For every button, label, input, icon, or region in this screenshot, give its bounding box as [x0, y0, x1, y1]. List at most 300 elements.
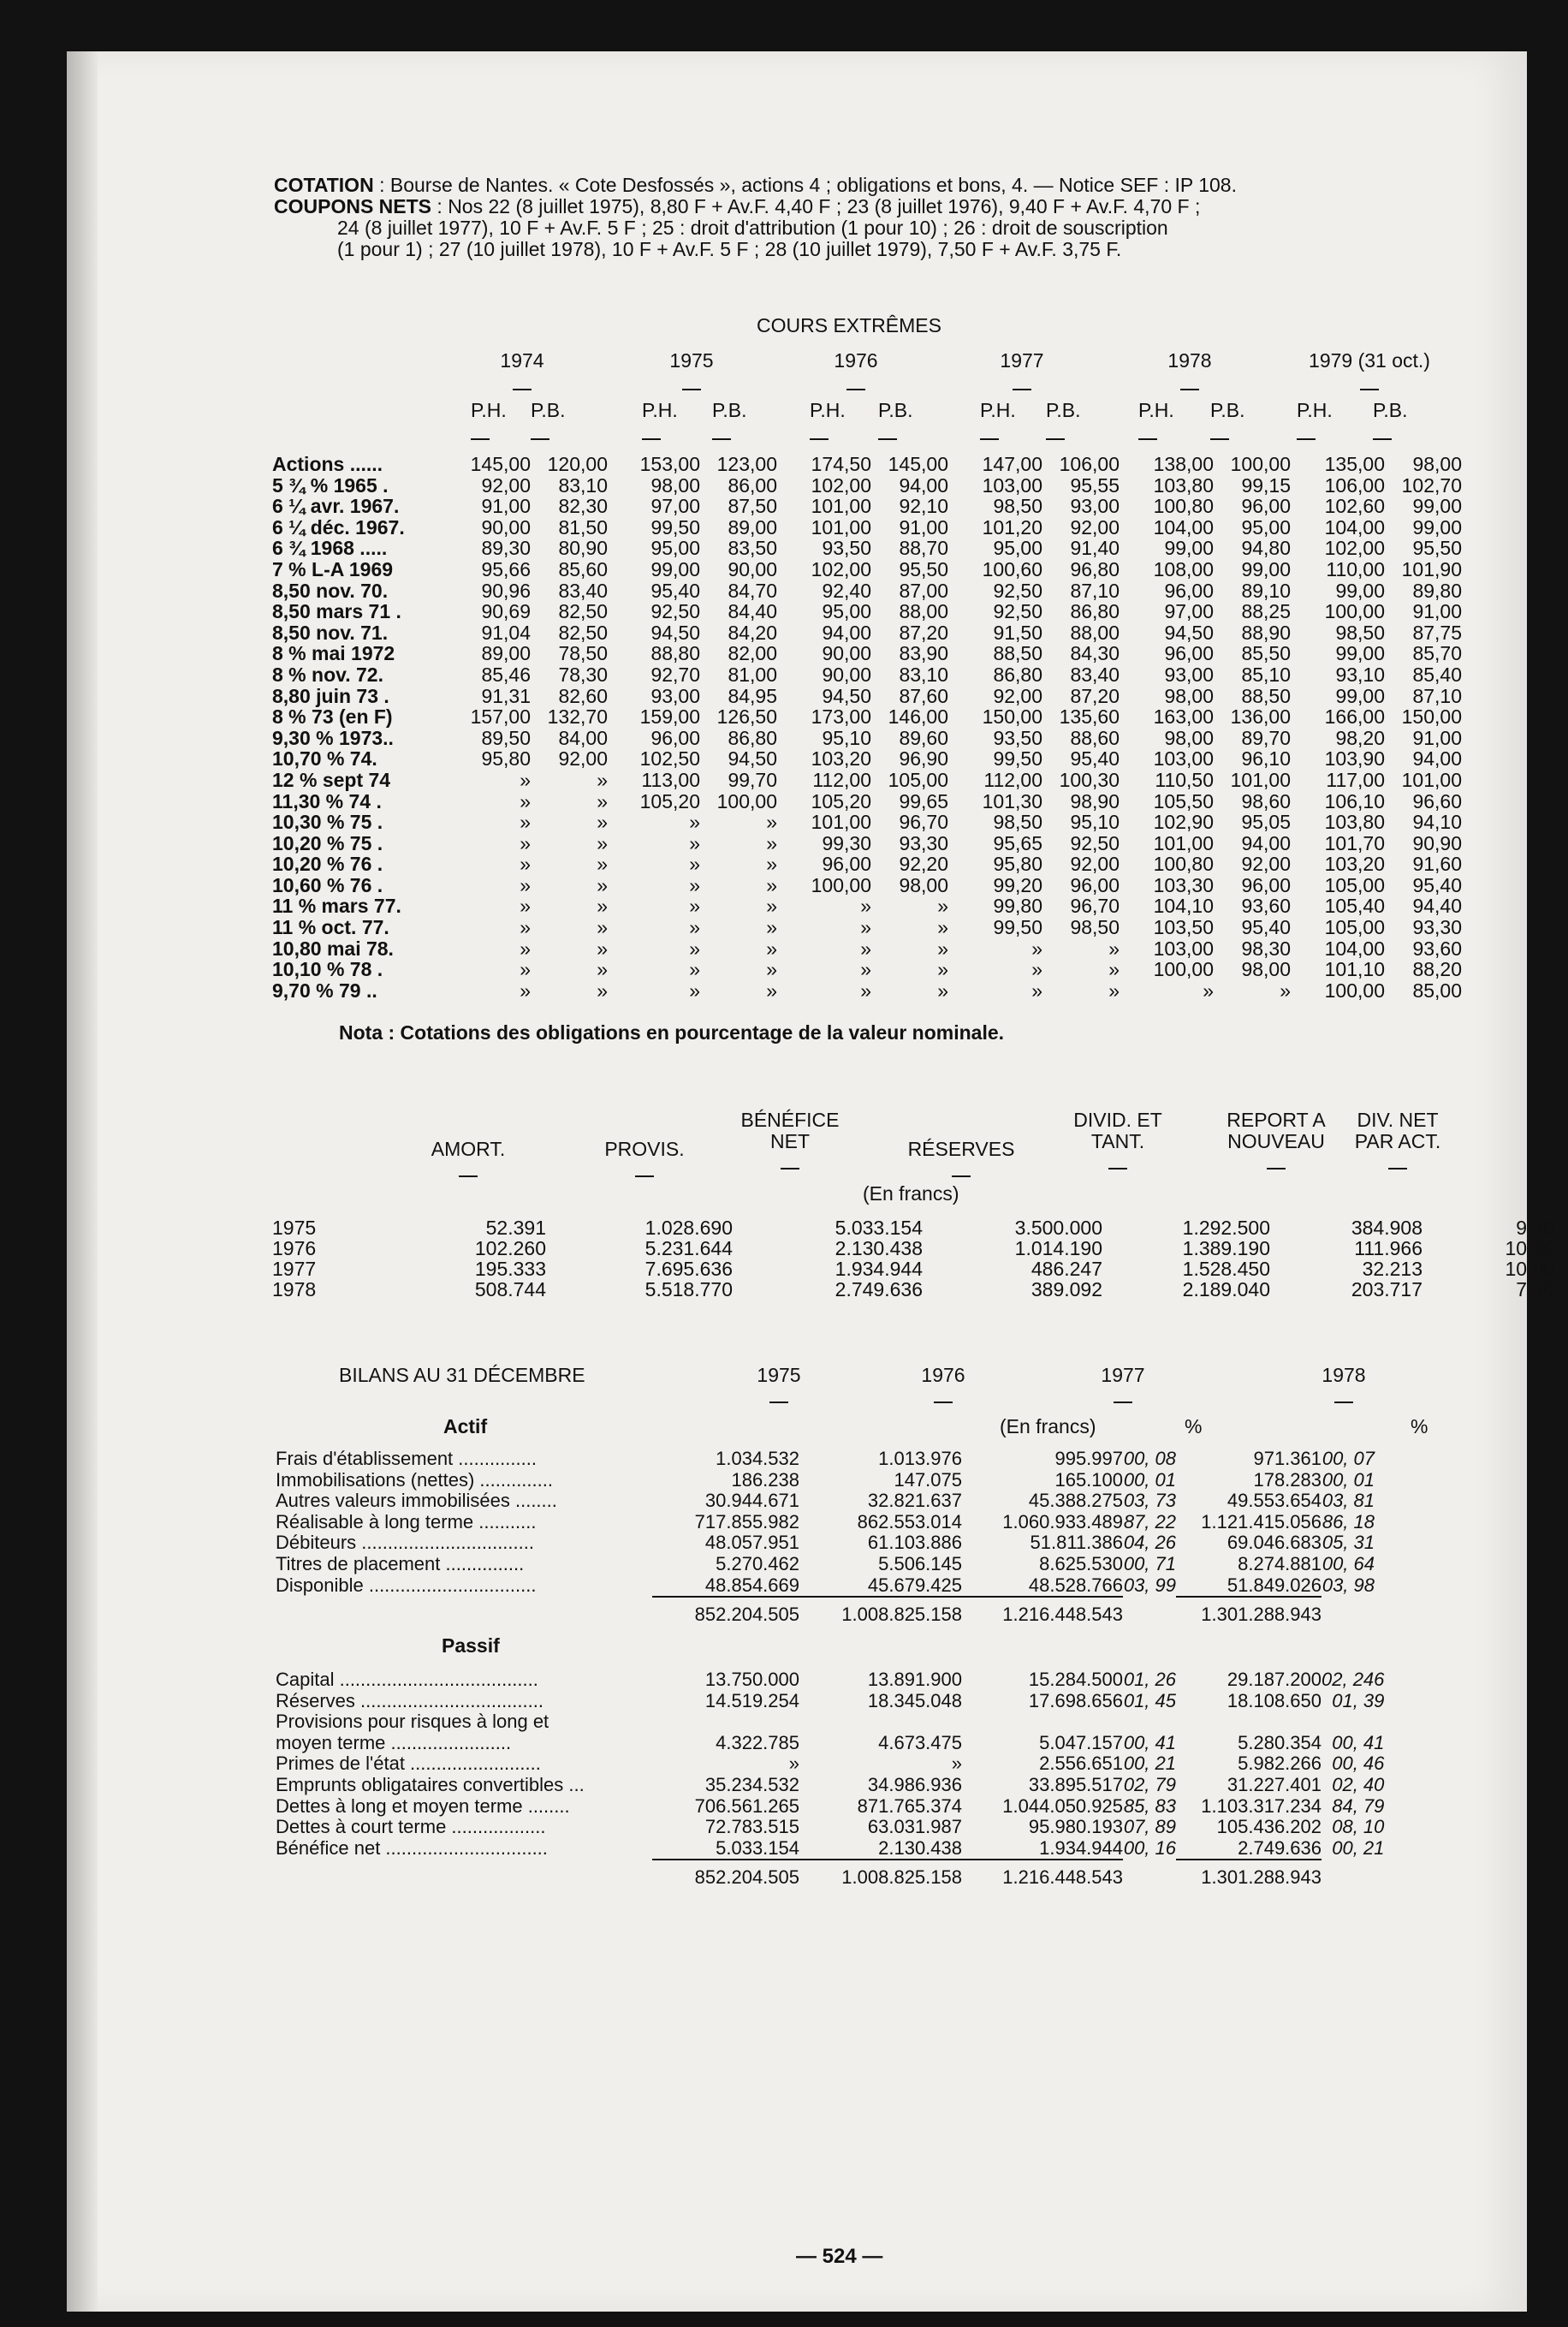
cours-cell: 166,00 — [1324, 705, 1385, 729]
cours-cell: 146,00 — [888, 705, 948, 729]
bilans-cell: 61.103.886 — [867, 1532, 962, 1554]
resultats-cell: 1.528.450 — [1182, 1258, 1270, 1280]
cours-cell: 92,00 — [481, 473, 531, 497]
cours-cell: 96,70 — [899, 811, 948, 834]
bilans-row — [276, 1775, 1384, 1796]
bilans-cell — [1176, 1711, 1322, 1733]
cours-cell: 93,00 — [650, 684, 700, 707]
cours-cell: 81,00 — [728, 663, 777, 686]
bilans-cell — [962, 1711, 1123, 1733]
bilans-row — [276, 1470, 1375, 1491]
cours-cell: 91,00 — [899, 515, 948, 539]
cours-cell: 101,00 — [811, 495, 871, 518]
cours-cell: 88,70 — [899, 537, 948, 560]
cours-cell: » — [1031, 979, 1042, 1002]
resultats-cell: 2.130.438 — [834, 1237, 923, 1259]
cours-cell: 87,20 — [1070, 684, 1120, 707]
bilans-row — [276, 1491, 1375, 1512]
cours-row — [272, 833, 1464, 854]
bilans-total-cell: 1.216.448.543 — [962, 1597, 1123, 1626]
resultats-cell: 1.014.190 — [1014, 1237, 1102, 1259]
cours-cell: 98,90 — [1070, 789, 1120, 812]
cours-cell: 96,00 — [1241, 873, 1291, 896]
cours-cell: 120,00 — [547, 453, 608, 475]
pct-header-1978: % — [1411, 1415, 1428, 1437]
bilans-total-cell — [1123, 1597, 1176, 1626]
bilans-cell: 5.033.154 — [716, 1836, 799, 1859]
cours-cell: 103,90 — [1324, 747, 1385, 771]
cours-cell: 95,00 — [993, 537, 1042, 560]
cours-cell: 102,00 — [811, 473, 871, 497]
cours-row-label: 5 ¾ % 1965 . — [272, 473, 389, 497]
bilans-row-label: moyen terme ....................... — [276, 1731, 512, 1753]
bilans-cell: 18.345.048 — [867, 1689, 962, 1711]
bilans-pct-cell: 02, 246 — [1322, 1669, 1385, 1690]
bilans-cell: 48.854.669 — [704, 1574, 799, 1596]
cours-cell: 101,30 — [982, 789, 1042, 812]
cours-cell: 147,00 — [982, 453, 1042, 475]
bilans-pct-cell: 00, 64 — [1322, 1552, 1375, 1574]
cours-cell: » — [520, 873, 531, 896]
bilans-cell: 31.227.401 — [1226, 1773, 1322, 1795]
cours-cell: » — [597, 873, 608, 896]
cours-cell: 98,00 — [1164, 684, 1214, 707]
bilans-total-cell: 852.204.505 — [652, 1597, 799, 1626]
bilans-cell: 15.284.500 — [1028, 1669, 1123, 1690]
bilans-cell: 186.238 — [731, 1468, 799, 1491]
bilans-pct-cell: 03, 73 — [1123, 1490, 1176, 1512]
bilans-row-label: Disponible ................................ — [276, 1574, 537, 1597]
cours-cell: » — [766, 958, 777, 981]
cours-row — [272, 517, 1464, 539]
bilans-cell: 63.031.987 — [867, 1816, 962, 1838]
bilans-row-label: Primes de l'état ......................... — [276, 1753, 541, 1775]
cours-cell: 85,46 — [481, 663, 531, 686]
bilans-total-cell — [1123, 1860, 1176, 1889]
cours-cell: 89,00 — [481, 642, 531, 665]
cours-cell: 99,00 — [1241, 557, 1291, 580]
bilans-cell: 871.765.374 — [857, 1794, 962, 1817]
resultats-year: 1976 — [272, 1237, 317, 1259]
bilans-cell: 147.075 — [894, 1468, 962, 1491]
cours-cell: » — [766, 853, 777, 876]
bilans-cell: 178.283 — [1253, 1468, 1322, 1491]
cours-cell: 99,50 — [993, 916, 1042, 939]
cours-cell: 95,50 — [1412, 537, 1462, 560]
cours-cell: 98,00 — [1241, 958, 1291, 981]
cours-cell: 82,50 — [558, 621, 608, 644]
bilans-cell: 4.322.785 — [716, 1731, 799, 1753]
cours-cell: » — [1031, 937, 1042, 960]
resultats-cell: 102.260 — [474, 1237, 546, 1259]
cours-cell: 93,30 — [1412, 916, 1462, 939]
cours-cell: 92,50 — [993, 579, 1042, 602]
cours-cell: 104,00 — [1153, 515, 1214, 539]
bilans-cell: 1.034.532 — [716, 1448, 799, 1469]
bilans-pct-cell: 03, 99 — [1123, 1574, 1176, 1597]
cours-cell: 88,20 — [1412, 958, 1462, 981]
cours-cell: 105,00 — [1324, 873, 1385, 896]
cours-row — [272, 791, 1464, 812]
cours-cell: 108,00 — [1153, 557, 1214, 580]
resultats-year: 1978 — [272, 1278, 317, 1300]
bilans-title: BILANS AU 31 DÉCEMBRE — [339, 1364, 585, 1386]
cours-cell: 103,20 — [1324, 853, 1385, 876]
cours-cell: 101,00 — [1153, 831, 1214, 854]
cours-cell: 95,00 — [650, 537, 700, 560]
cours-row — [272, 706, 1464, 728]
pb-header: P.B. — [712, 399, 747, 445]
cours-cell: 96,00 — [1241, 495, 1291, 518]
cours-cell: 92,00 — [1070, 515, 1120, 539]
bilans-pct-cell: 86, 18 — [1322, 1510, 1375, 1532]
resultats-row — [272, 1217, 1554, 1238]
bilans-total-cell: 852.204.505 — [652, 1860, 799, 1889]
cours-cell: » — [597, 811, 608, 834]
bilans-row-label: Immobilisations (nettes) .............. — [276, 1468, 553, 1491]
cours-cell: 100,00 — [1324, 600, 1385, 623]
resultats-cell: 7.695.636 — [644, 1258, 733, 1280]
cours-cell: 95,80 — [481, 747, 531, 771]
cours-row-label: Actions ...... — [272, 453, 383, 475]
cours-cell: 94,00 — [1241, 831, 1291, 854]
cours-cell: 104,10 — [1153, 895, 1214, 918]
cours-cell: 100,80 — [1153, 495, 1214, 518]
cours-cell: 92,20 — [899, 853, 948, 876]
cours-cell: 91,31 — [481, 684, 531, 707]
cours-table — [272, 454, 1464, 1001]
cours-cell: 95,40 — [1241, 916, 1291, 939]
cours-cell: 97,00 — [1164, 600, 1214, 623]
cours-year-1975: 1975 — [649, 349, 734, 396]
cours-cell: 103,00 — [982, 473, 1042, 497]
cours-cell: 101,90 — [1401, 557, 1462, 580]
cours-cell: 95,10 — [822, 726, 871, 749]
cours-cell: » — [860, 979, 871, 1002]
bilans-cell — [652, 1711, 799, 1733]
cours-cell: 90,00 — [822, 663, 871, 686]
cours-row-label: 8,50 nov. 71. — [272, 621, 389, 644]
bilans-row-label: Emprunts obligataires convertibles ... — [276, 1773, 585, 1795]
cours-row — [272, 748, 1464, 770]
resultats-header: PROVIS. — [580, 1139, 709, 1181]
bilans-cell: 48.528.766 — [1028, 1574, 1123, 1596]
bilans-cell: 5.270.462 — [716, 1552, 799, 1574]
bilans-cell: 32.821.637 — [867, 1490, 962, 1512]
resultats-cell: 7,50 — [1516, 1278, 1554, 1300]
cours-cell: » — [860, 937, 871, 960]
cours-cell: 106,00 — [1059, 453, 1120, 475]
bilans-cell: 105.436.202 — [1216, 1816, 1322, 1838]
bilans-pct-cell: 00, 21 — [1123, 1753, 1176, 1775]
bilans-year: 1978 — [1310, 1365, 1378, 1408]
cours-cell: 163,00 — [1153, 705, 1214, 729]
cours-cell: 91,60 — [1412, 853, 1462, 876]
cours-cell: 94,50 — [650, 621, 700, 644]
cours-cell: 98,00 — [650, 473, 700, 497]
cours-cell: 91,40 — [1070, 537, 1120, 560]
cours-cell: » — [520, 853, 531, 876]
cours-cell: » — [597, 853, 608, 876]
cours-cell: 117,00 — [1326, 768, 1385, 791]
cours-cell: 96,00 — [1070, 873, 1120, 896]
coupons-line-2: 24 (8 juillet 1977), 10 F + Av.F. 5 F ; 25 : droit d'attribution (1 pour 10) ; 26 : droit de souscription — [337, 217, 1168, 239]
book-spine — [67, 51, 98, 2312]
cours-cell: 100,00 — [716, 789, 777, 812]
cours-cell: 85,70 — [1412, 642, 1462, 665]
page-number: — 524 — — [796, 2245, 883, 2268]
cours-cell: 84,70 — [728, 579, 777, 602]
cours-row — [272, 980, 1464, 1002]
cours-cell: 100,00 — [1230, 453, 1291, 475]
cours-cell: 85,00 — [1412, 979, 1462, 1002]
bilans-cell: 13.891.900 — [867, 1669, 962, 1690]
bilans-cell: 2.749.636 — [1238, 1836, 1322, 1859]
resultats-year: 1975 — [272, 1217, 317, 1239]
bilans-unit: (En francs) — [1000, 1415, 1096, 1437]
bilans-row — [276, 1817, 1384, 1838]
cours-title: COURS EXTRÊMES — [757, 314, 941, 336]
cours-row-label: 8 % mai 1972 — [272, 642, 395, 665]
bilans-cell: 69.046.683 — [1226, 1532, 1322, 1554]
cours-cell: 84,30 — [1070, 642, 1120, 665]
cours-cell: 99,65 — [899, 789, 948, 812]
cours-cell: 88,60 — [1070, 726, 1120, 749]
bilans-pct-cell: 85, 83 — [1123, 1794, 1176, 1817]
cours-cell: 90,90 — [1412, 831, 1462, 854]
bilans-pct-cell — [1123, 1711, 1176, 1733]
cours-cell: 99,00 — [1335, 579, 1385, 602]
bilans-pct-cell: 05, 31 — [1322, 1532, 1375, 1554]
cours-cell: 83,50 — [728, 537, 777, 560]
cours-year-1974: 1974 — [479, 349, 565, 396]
cours-cell: 87,20 — [899, 621, 948, 644]
cours-cell: 99,20 — [993, 873, 1042, 896]
bilans-row-label: Dettes à court terme .................. — [276, 1816, 546, 1838]
bilans-pct-cell: 04, 26 — [1123, 1532, 1176, 1554]
bilans-row-label: Débiteurs ................................. — [276, 1532, 534, 1554]
cours-year-1977: 1977 — [979, 349, 1065, 396]
resultats-header: RÉSERVES — [897, 1139, 1025, 1181]
cours-cell: 173,00 — [811, 705, 871, 729]
bilans-cell: 1.121.415.056 — [1201, 1510, 1322, 1532]
coupons-text-1: : Nos 22 (8 juillet 1975), 8,80 F + Av.F. 4,40 F ; 23 (8 juillet 1976), 9,40 F + Av.F. 4,70 F ; — [437, 195, 1201, 217]
cours-cell: 99,80 — [993, 895, 1042, 918]
cours-row — [272, 917, 1464, 938]
bilans-cell: 2.130.438 — [878, 1836, 962, 1859]
cours-cell: 94,00 — [822, 621, 871, 644]
cours-cell: 91,00 — [481, 495, 531, 518]
bilans-cell: 95.980.193 — [1028, 1816, 1123, 1838]
cotation-label: COTATION — [274, 174, 374, 196]
pb-header: P.B. — [1046, 399, 1081, 445]
cours-note: Nota : Cotations des obligations en pourcentage de la valeur nominale. — [339, 1021, 1005, 1044]
cours-cell: 90,00 — [481, 515, 531, 539]
cours-cell: 91,50 — [993, 621, 1042, 644]
resultats-cell: 508.744 — [474, 1278, 546, 1300]
bilans-row — [276, 1753, 1384, 1775]
bilans-cell: 72.783.515 — [704, 1816, 799, 1838]
bilans-row — [276, 1711, 1384, 1733]
resultats-cell: 5.033.154 — [834, 1217, 923, 1239]
resultats-cell: 2.189.040 — [1182, 1278, 1270, 1300]
cours-cell: 95,00 — [822, 600, 871, 623]
cours-cell: 99,15 — [1241, 473, 1291, 497]
bilans-total-cell: 1.301.288.943 — [1176, 1860, 1322, 1889]
cours-cell: 96,00 — [1164, 579, 1214, 602]
cours-cell: 138,00 — [1153, 453, 1214, 475]
cours-cell: 96,90 — [899, 747, 948, 771]
cours-cell: 103,80 — [1324, 811, 1385, 834]
cours-cell: 78,50 — [558, 642, 608, 665]
cours-cell: 102,90 — [1153, 811, 1214, 834]
cours-cell: » — [520, 979, 531, 1002]
cours-cell: 99,50 — [650, 515, 700, 539]
bilans-cell: 45.388.275 — [1028, 1490, 1123, 1512]
cours-row — [272, 728, 1464, 749]
resultats-cell: 1.028.690 — [644, 1217, 733, 1239]
cours-cell: 100,00 — [1153, 958, 1214, 981]
bilans-cell: » — [788, 1753, 799, 1775]
cours-row — [272, 664, 1464, 686]
cours-cell: 84,00 — [558, 726, 608, 749]
bilans-row-label: Capital ...................................... — [276, 1669, 538, 1690]
cours-cell: » — [860, 958, 871, 981]
bilans-cell: 51.849.026 — [1226, 1574, 1322, 1596]
resultats-cell: 10,00 — [1505, 1237, 1554, 1259]
resultats-unit: (En francs) — [863, 1182, 959, 1205]
cours-cell: 91,00 — [1412, 726, 1462, 749]
bilans-cell: 51.811.386 — [1030, 1532, 1123, 1554]
cours-cell: 88,25 — [1241, 600, 1291, 623]
cours-cell: 93,50 — [993, 726, 1042, 749]
cours-cell: 99,30 — [822, 831, 871, 854]
cours-cell: » — [766, 811, 777, 834]
cours-cell: » — [520, 768, 531, 791]
bilans-row — [276, 1733, 1384, 1754]
cours-row-label: 9,30 % 1973.. — [272, 726, 394, 749]
cours-cell: » — [597, 789, 608, 812]
cours-row-label: 6 ¼ avr. 1967. — [272, 495, 400, 518]
cours-cell: » — [689, 916, 700, 939]
cours-cell: 99,00 — [1412, 495, 1462, 518]
resultats-cell: 203.717 — [1351, 1278, 1422, 1300]
cours-cell: 96,60 — [1412, 789, 1462, 812]
cours-cell: » — [520, 958, 531, 981]
cours-year-1976: 1976 — [813, 349, 899, 396]
cours-cell: 99,00 — [1335, 642, 1385, 665]
bilans-year: 1976 — [909, 1365, 977, 1408]
cours-cell: 105,00 — [888, 768, 948, 791]
cours-row-label: 11 % oct. 77. — [272, 916, 389, 939]
cours-cell: 102,50 — [639, 747, 700, 771]
cours-cell: » — [597, 979, 608, 1002]
bilans-cell: 30.944.671 — [704, 1490, 799, 1512]
cours-row — [272, 959, 1464, 980]
cours-cell: 80,90 — [558, 537, 608, 560]
cours-cell: » — [1031, 958, 1042, 981]
cours-row — [272, 580, 1464, 602]
bilans-pct-cell: 00, 41 — [1332, 1731, 1385, 1753]
bilans-total-cell: 1.301.288.943 — [1176, 1597, 1322, 1626]
cours-row — [272, 538, 1464, 559]
cours-row-label: 12 % sept 74 — [272, 768, 391, 791]
bilans-pct-cell: 00, 21 — [1332, 1837, 1385, 1860]
cours-cell: 103,30 — [1153, 873, 1214, 896]
cours-cell: » — [766, 937, 777, 960]
cours-cell: » — [689, 958, 700, 981]
cours-cell: 159,00 — [639, 705, 700, 729]
header-block — [274, 175, 1446, 260]
cours-cell: 135,60 — [1059, 705, 1120, 729]
cours-cell: 98,00 — [1164, 726, 1214, 749]
cours-cell: 96,80 — [1070, 557, 1120, 580]
cours-cell: » — [689, 831, 700, 854]
bilans-pct-cell: 84, 79 — [1332, 1794, 1385, 1817]
cours-cell: » — [1108, 979, 1120, 1002]
cours-cell: » — [1108, 937, 1120, 960]
cours-cell: 150,00 — [1401, 705, 1462, 729]
bilans-row — [276, 1669, 1384, 1691]
cours-cell: » — [689, 873, 700, 896]
cours-cell: 94,00 — [1412, 747, 1462, 771]
cours-cell: 105,40 — [1324, 895, 1385, 918]
cours-cell: 104,00 — [1324, 937, 1385, 960]
bilans-total-cell — [1322, 1860, 1384, 1889]
bilans-cell: 49.553.654 — [1226, 1490, 1322, 1512]
cours-cell: 81,50 — [558, 515, 608, 539]
cours-cell: 92,10 — [899, 495, 948, 518]
bilans-row — [276, 1512, 1375, 1533]
cours-cell: 82,50 — [558, 600, 608, 623]
cours-year-1978: 1978 — [1147, 349, 1232, 396]
cours-cell: 95,65 — [993, 831, 1042, 854]
cours-cell: 145,00 — [888, 453, 948, 475]
bilans-cell: 706.561.265 — [694, 1794, 799, 1817]
resultats-row — [272, 1259, 1554, 1279]
cours-cell: 95,00 — [1241, 515, 1291, 539]
cours-row-label: 10,10 % 78 . — [272, 958, 383, 981]
resultats-cell: 3.500.000 — [1014, 1217, 1102, 1239]
cours-cell: » — [520, 937, 531, 960]
bilans-pct-cell: 08, 10 — [1332, 1816, 1385, 1838]
bilans-row-label: Frais d'établissement ............... — [276, 1448, 537, 1469]
cours-cell: 100,60 — [982, 557, 1042, 580]
cours-row — [272, 601, 1464, 622]
bilans-pct-cell: 00, 41 — [1123, 1731, 1176, 1753]
cours-cell: 98,50 — [993, 811, 1042, 834]
cours-row-label: 8,50 mars 71 . — [272, 600, 401, 623]
cours-cell: 86,80 — [728, 726, 777, 749]
bilans-total-row — [276, 1860, 1384, 1889]
cours-cell: 153,00 — [639, 453, 700, 475]
cours-cell: 98,20 — [1335, 726, 1385, 749]
bilans-pct-cell: 03, 98 — [1322, 1574, 1375, 1597]
cours-row — [272, 475, 1464, 497]
cours-cell: » — [766, 873, 777, 896]
cours-cell: 101,20 — [982, 515, 1042, 539]
cours-row — [272, 812, 1464, 833]
cours-cell: 99,50 — [993, 747, 1042, 771]
cotation-line — [274, 175, 1446, 196]
resultats-cell: 389.092 — [1030, 1278, 1102, 1300]
cours-row — [272, 854, 1464, 875]
cours-cell: 98,60 — [1241, 789, 1291, 812]
cours-cell: » — [597, 831, 608, 854]
cours-row — [272, 896, 1464, 917]
resultats-cell: 195.333 — [474, 1258, 546, 1280]
bilans-pct-cell — [1322, 1711, 1384, 1733]
